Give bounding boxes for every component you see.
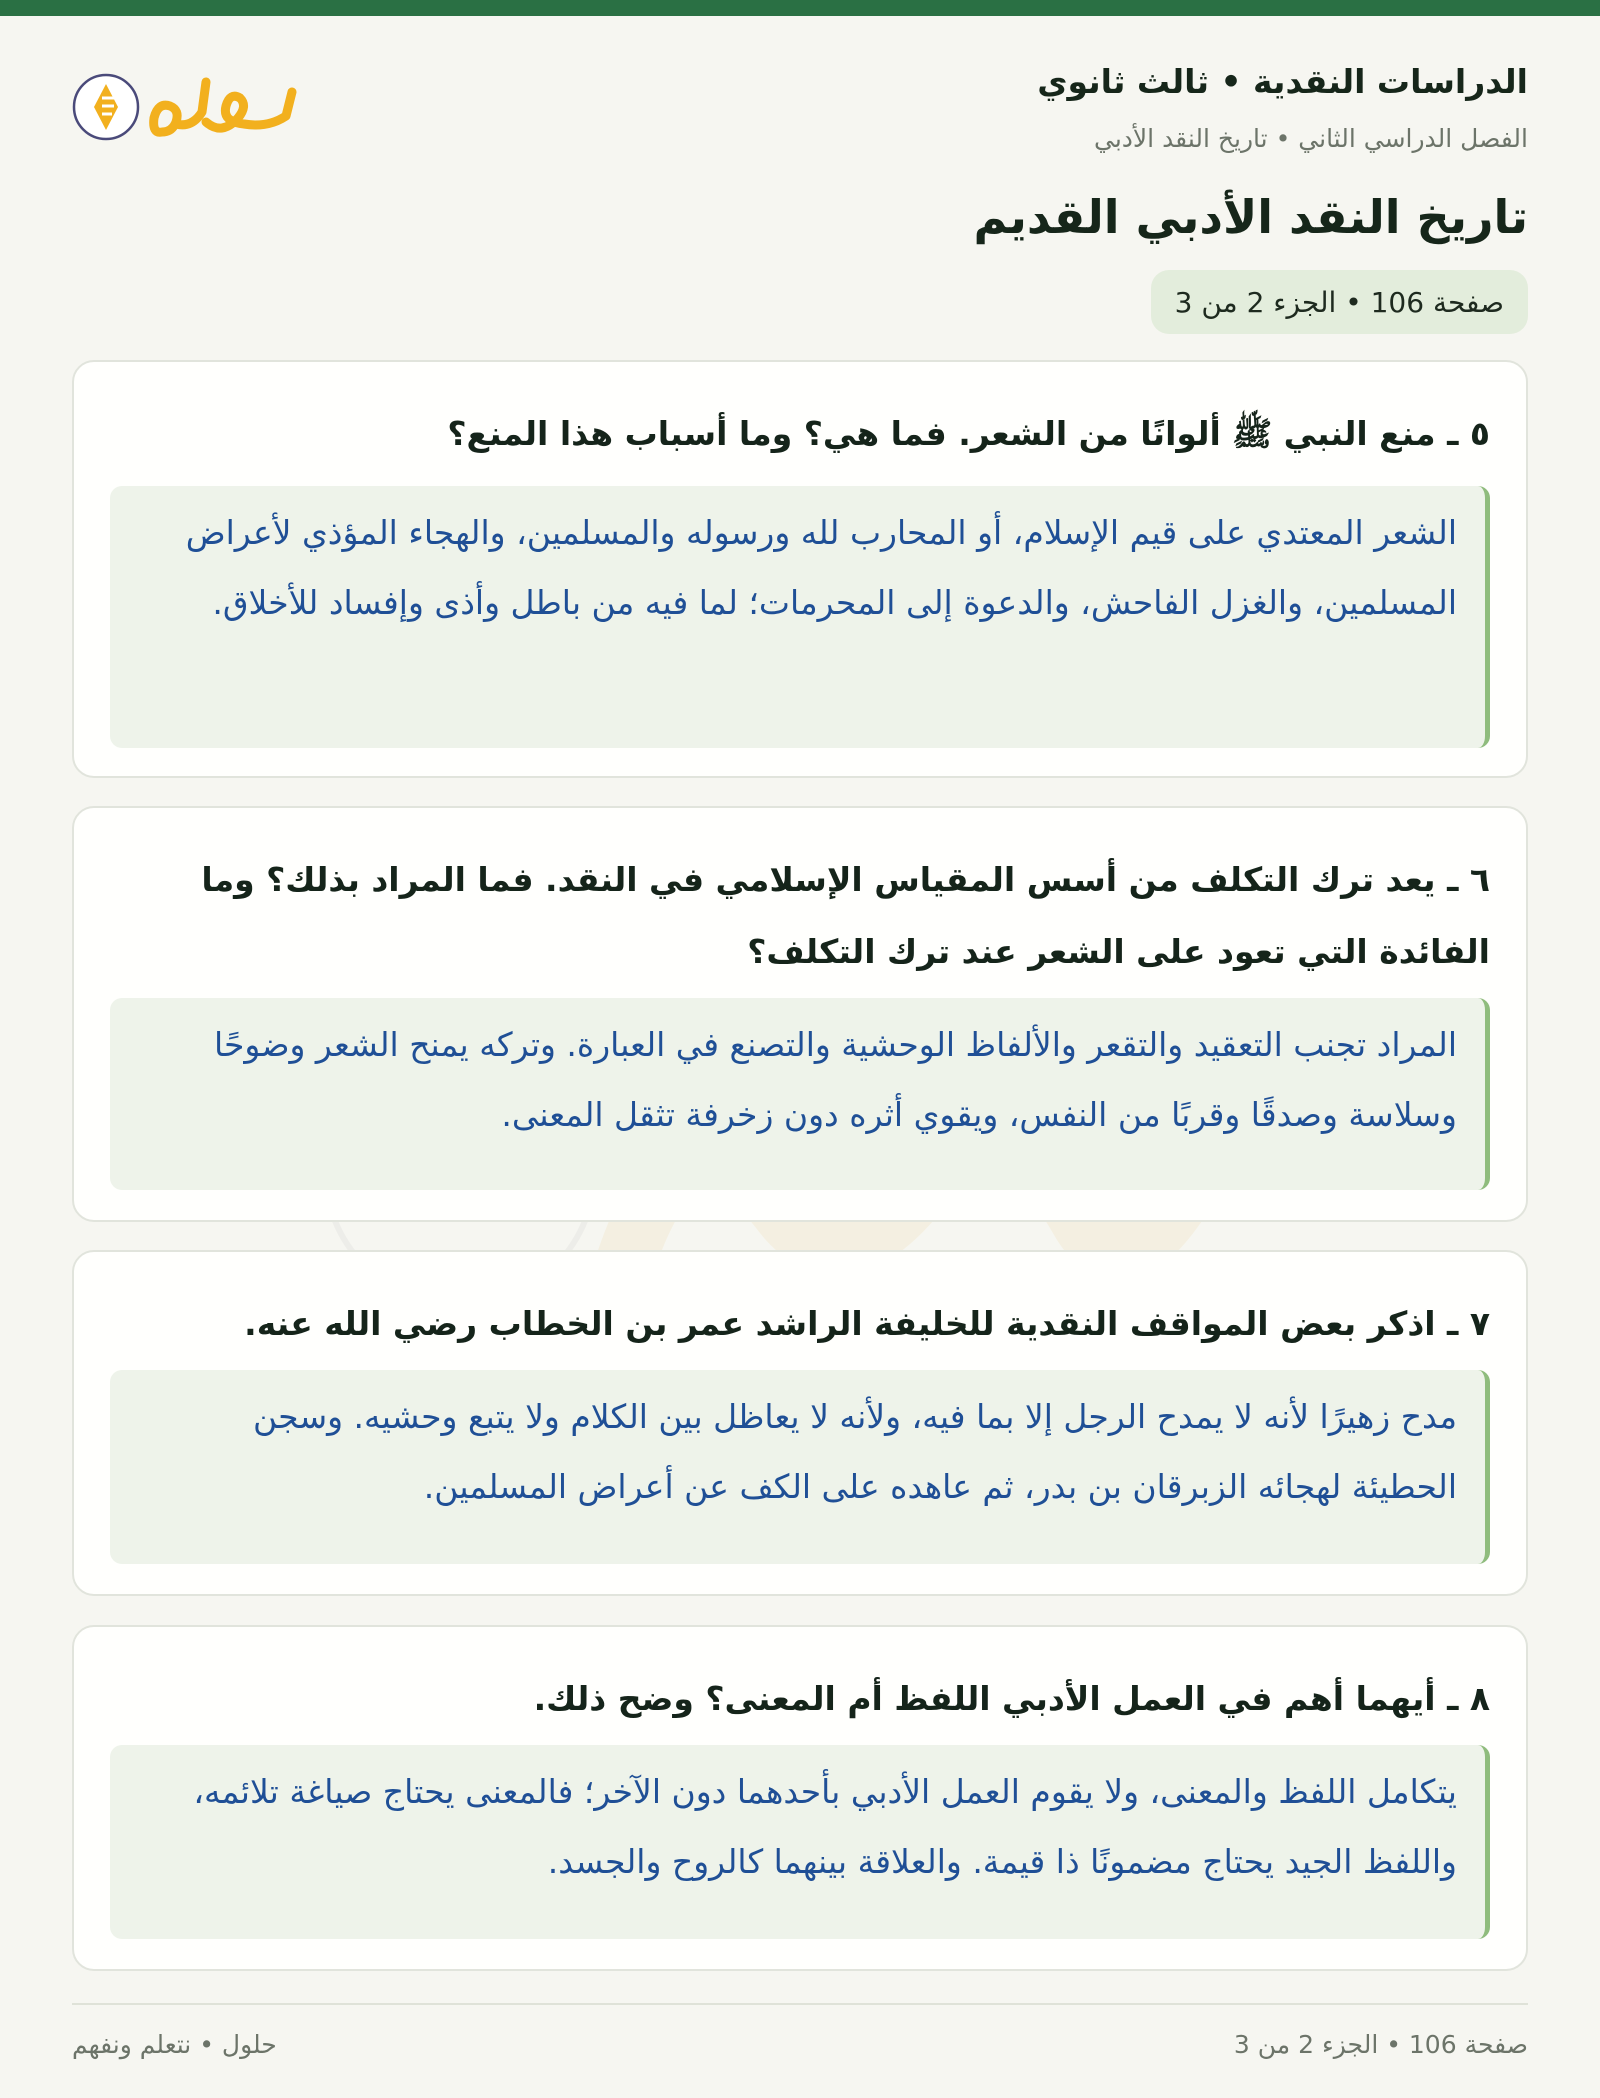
- footer-brand: حلول • نتعلم ونفهم: [72, 2030, 277, 2059]
- question-text: ٥ ـ منع النبي ﷺ ألوانًا من الشعر. فما هي؟ وما أسباب هذا المنع؟: [447, 414, 1490, 453]
- question-card: [72, 360, 1528, 778]
- question-text: ٨ ـ أيهما أهم في العمل الأدبي اللفظ أم المعنى؟ وضح ذلك.: [533, 1679, 1490, 1718]
- question-card: [72, 1250, 1528, 1596]
- course-title: الدراسات النقدية • ثالث ثانوي: [1037, 62, 1528, 101]
- question-card: [72, 806, 1528, 1222]
- page-header: [72, 62, 1528, 172]
- question-text: ٦ ـ يعد ترك التكلف من أسس المقياس الإسلامي في النقد. فما المراد بذلك؟ وما الفائدة التي تعود على الشعر عند ترك التكلف؟: [201, 860, 1490, 971]
- page-title: تاريخ النقد الأدبي القديم: [973, 190, 1528, 244]
- answer-box: المراد تجنب التعقيد والتقعر والألفاظ الوحشية والتصنع في العبارة. وتركه يمنح الشعر وضوحًا وسلاسة وصدقًا وقربًا من النفس، ويقوي أثره دون زخرفة تثقل المعنى.: [110, 998, 1490, 1190]
- question-card: [72, 1625, 1528, 1971]
- page-badge: صفحة 106 • الجزء 2 من 3: [1151, 270, 1528, 334]
- answer-box: يتكامل اللفظ والمعنى، ولا يقوم العمل الأدبي بأحدهما دون الآخر؛ فالمعنى يحتاج صياغة تلائمه، واللفظ الجيد يحتاج مضمونًا ذا قيمة. والعلاقة بينهما كالروح والجسد.: [110, 1745, 1490, 1939]
- course-subtitle: الفصل الدراسي الثاني • تاريخ النقد الأدبي: [1093, 124, 1528, 153]
- answer-box: الشعر المعتدي على قيم الإسلام، أو المحارب لله ورسوله والمسلمين، والهجاء المؤذي لأعراض المسلمين، والغزل الفاحش، والدعوة إلى المحرمات؛ لما فيه من باطل وأذى وإفساد للأخلاق.: [110, 486, 1490, 748]
- top-accent-bar: [0, 0, 1600, 16]
- footer-page-info: صفحة 106 • الجزء 2 من 3: [1233, 2030, 1528, 2059]
- logo-wordmark-icon: [154, 82, 292, 132]
- footer-divider: [72, 2003, 1528, 2005]
- hulul-logo[interactable]: [72, 62, 312, 152]
- answer-box: مدح زهيرًا لأنه لا يمدح الرجل إلا بما فيه، ولأنه لا يعاظل بين الكلام ولا يتبع وحشيه. وسجن الحطيئة لهجائه الزبرقان بن بدر، ثم عاهده على الكف عن أعراض المسلمين.: [110, 1370, 1490, 1564]
- question-text: ٧ ـ اذكر بعض المواقف النقدية للخليفة الراشد عمر بن الخطاب رضي الله عنه.: [244, 1304, 1490, 1343]
